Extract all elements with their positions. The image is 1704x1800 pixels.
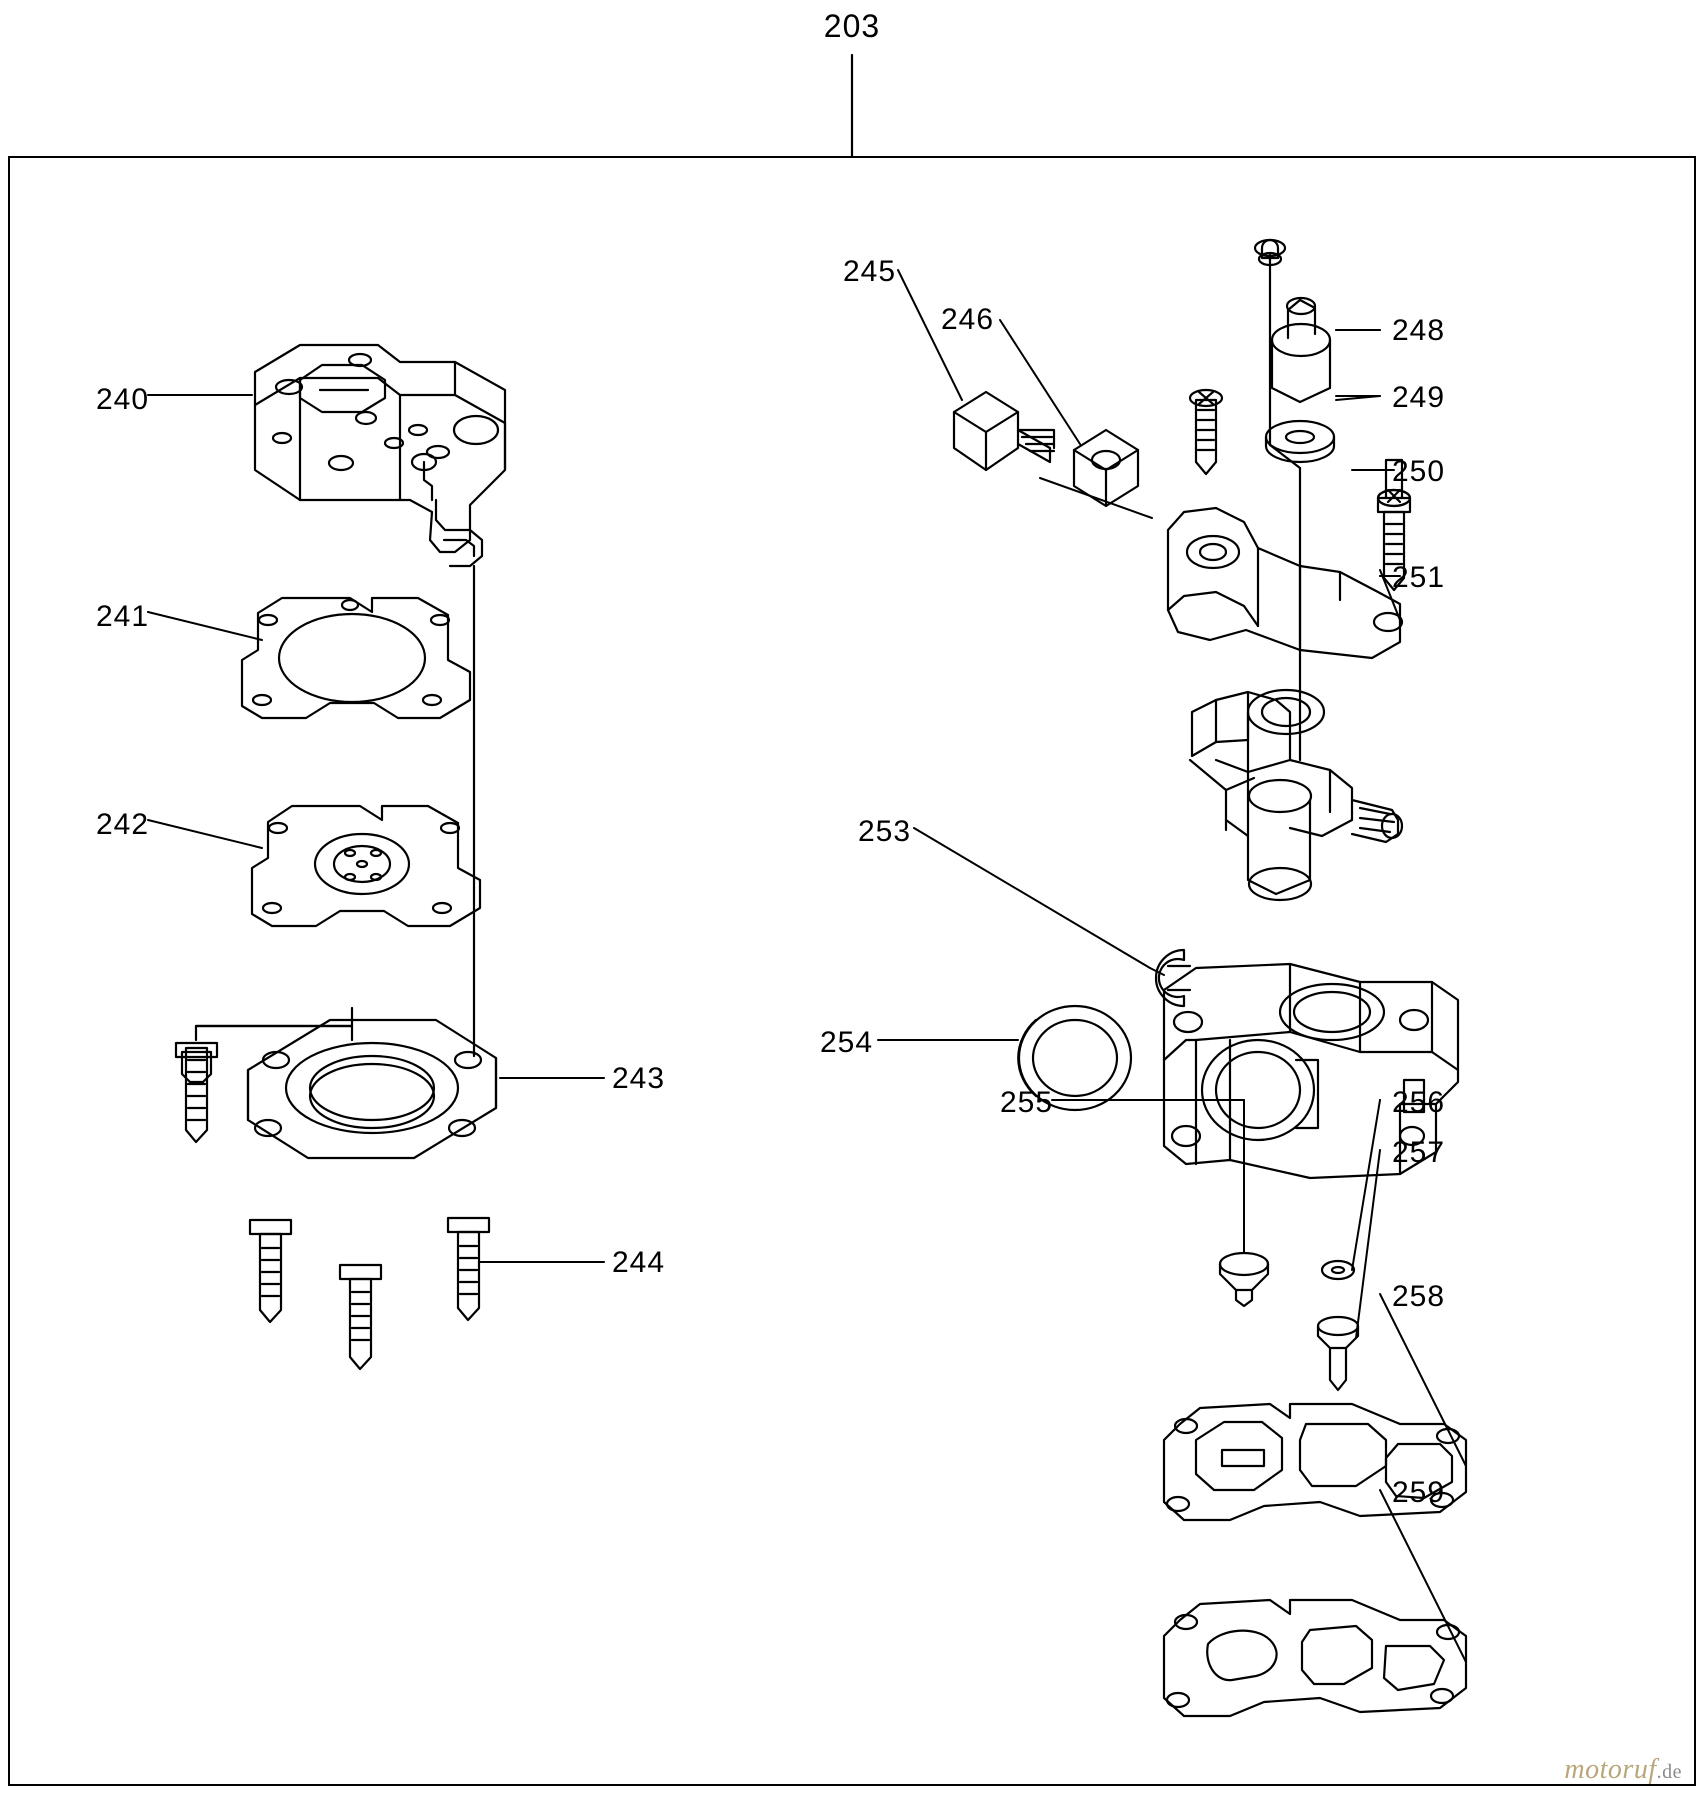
callout-242: 242	[96, 808, 150, 841]
callout-241: 241	[96, 600, 150, 633]
callout-249: 249	[1392, 381, 1446, 414]
callout-245: 245	[843, 255, 897, 288]
watermark-tld: .de	[1656, 1761, 1682, 1783]
callout-243: 243	[612, 1062, 666, 1095]
callout-256: 256	[1392, 1086, 1446, 1119]
callout-240: 240	[96, 383, 150, 416]
callout-251: 251	[1392, 561, 1446, 594]
callout-258: 258	[1392, 1280, 1446, 1313]
callout-246: 246	[941, 303, 995, 336]
watermark	[1564, 1754, 1682, 1786]
callout-259: 259	[1392, 1476, 1446, 1509]
callout-250: 250	[1392, 455, 1446, 488]
callout-248: 248	[1392, 314, 1446, 347]
callout-255: 255	[1000, 1086, 1054, 1119]
callout-257: 257	[1392, 1136, 1446, 1169]
callout-253: 253	[858, 815, 912, 848]
watermark-name: motoruf	[1564, 1754, 1657, 1785]
callout-254: 254	[820, 1026, 874, 1059]
diagram-title: 203	[823, 8, 881, 44]
callout-244: 244	[612, 1246, 666, 1279]
